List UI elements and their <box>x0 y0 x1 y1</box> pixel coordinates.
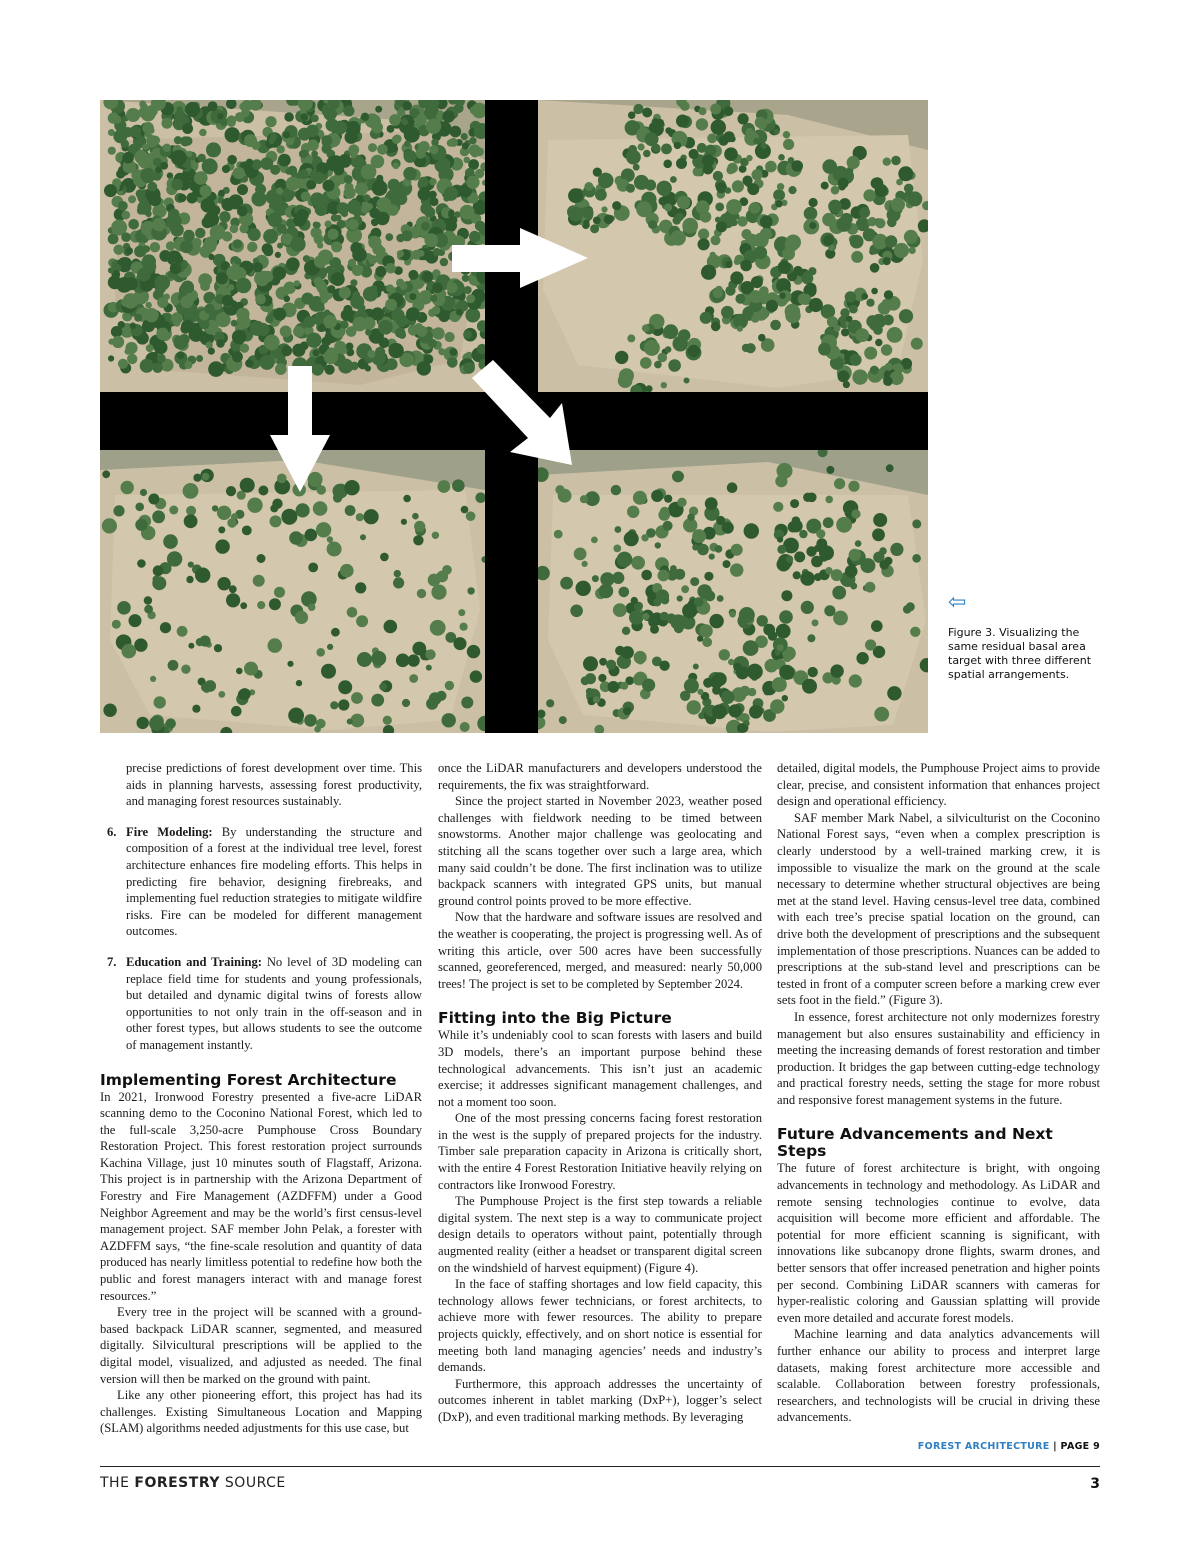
forest-image-mixed <box>538 450 928 733</box>
column-1 <box>100 760 422 1437</box>
section-heading: Future Advancements and Next Steps <box>777 1125 1053 1161</box>
paragraph: In essence, forest architecture not only modernizes forestry management but also ensures sustainability and efficiency in meeting the increasing demands of forest restoration and timber production. It bridges the gap between cutting-edge technology and practical forestry needs, setting the stage for more robust and responsive forest management systems in the future. <box>777 1009 1100 1107</box>
paragraph: The future of forest architecture is bright, with ongoing advancements in technology and methodology. As LiDAR and remote sensing technologies continue to evolve, data acquisition will become more efficient and affordable. The potential for more efficient scanning is significant, with innovations like subcanopy drone flights, swarm drones, and better sensors that offer increased penetration and higher points per second. Combining LiDAR scanners with cameras for hyper-realistic coloring and Gaussian splatting will provide even more detailed and accurate forest models. <box>777 1161 1100 1325</box>
paragraph: Every tree in the project will be scanned with a ground-based backpack LiDAR scanner, segmented, and measured digitally. Silvicultural prescriptions will be applied to the digital model, visualized, and adjusted as needed. The final version will then be marked on the ground with paint. <box>100 1305 422 1386</box>
forest-image-dense <box>100 100 485 392</box>
footer-divider <box>100 1466 1100 1467</box>
brand-bold: FORESTRY <box>134 1475 220 1491</box>
paragraph: In 2021, Ironwood Forestry presented a five-acre LiDAR scanning demo to the Coconino National Forest, which led to the full-scale 3,250-acre Pumphouse Cross Boundary Restoration Project. This forest restoration project surrounds Kachina Village, just 10 minutes south of Flagstaff, Arizona. This project is in partnership with the Arizona Department of Forestry and Fire Management (AZDFFM) under a Good Neighbor Agreement and may be the world’s first census-level management project. SAF member John Pelak, a forester with AZDFFM says, “the fine-scale resolution and quantity of data produced has nearly limitless potential to redefine how both the public and forest managers interact with and manage forest resources.” <box>100 1089 422 1303</box>
figure-caption: Figure 3. Visualizing the same residual basal area target with three different spatial arrangements. <box>948 626 1092 681</box>
paragraph: In the face of staffing shortages and low field capacity, this technology allows fewer technicians, or forest architects, to achieve more with fewer resources. The ability to prepare projects quickly, effectively, and on short notice is essential for meeting both land managing agencies’ needs and industry’s demands. <box>438 1277 762 1375</box>
section-label: FOREST ARCHITECTURE <box>917 1441 1050 1452</box>
brand-prefix: THE <box>100 1475 135 1491</box>
paragraph: While it’s undeniably cool to scan forests with lasers and build 3D models, there’s an important purpose behind these technological advancements. This isn’t just an academic exercise; it addresses significant management challenges, and not a moment too soon. <box>438 1028 762 1109</box>
publication-name <box>100 1475 286 1491</box>
paragraph: Since the project started in November 2023, weather posed challenges with fieldwork needing to be timed between snowstorms. Another major challenge was geolocating and stitching all the scans together over such a large area, which many said couldn’t be done. The first inclination was to utilize backpack scanners with integrated GPS units, but manual ground control points proved to be more effective. <box>438 794 762 908</box>
forest-panel-dense <box>100 100 485 392</box>
paragraph: One of the most pressing concerns facing forest restoration in the west is the supply of prepared projects for the industry. Timber sale preparation capacity in Arizona is critically short, with the entire 4 Forest Restoration Initiative heavily relying on contractors like Ironwood Forestry. <box>438 1111 762 1192</box>
paragraph: Like any other pioneering effort, this project has had its challenges. Existing Simultaneous Location and Mapping (SLAM) algorithms needed adjustments for this use case, but <box>100 1388 422 1436</box>
paragraph: Furthermore, this approach addresses the uncertainty of outcomes inherent in tablet marking (DxP+), logger’s select (DxP), and even traditional marking methods. By leveraging <box>438 1376 762 1424</box>
paragraph: once the LiDAR manufacturers and developers understood the requirements, the fix was straightforward. <box>438 761 762 792</box>
list-item-title: Fire Modeling: <box>126 824 213 839</box>
brand-suffix: SOURCE <box>219 1475 286 1491</box>
paragraph: The Pumphouse Project is the first step towards a reliable digital system. The next step is a way to communicate project design details to operators without paint, potentially through augmented reality (either a headset or transparent digital screen on the windshield of harvest equipment) (Figure 4). <box>438 1194 762 1275</box>
list-continuation: precise predictions of forest development over time. This aids in planning harvests, assessing forest productivity, and managing forest resources sustainably. <box>126 761 422 809</box>
paragraph: Now that the hardware and software issues are resolved and the weather is cooperating, the project is progressing well. As of writing this article, over 500 acres have been successfully scanned, georeferenced, merged, and measured: nearly 50,000 trees! The project is set to be completed by September 2024. <box>438 910 762 991</box>
section-tag <box>918 1441 1100 1452</box>
column-2 <box>438 760 762 1426</box>
forest-panel-mixed <box>538 450 928 733</box>
list-item-title: Education and Training: <box>126 954 262 969</box>
section-heading: Fitting into the Big Picture <box>438 1009 672 1028</box>
figure-3 <box>100 100 928 733</box>
list-item-text: No level of 3D modeling can replace field time for students and young professionals, but detailed and dynamic digital twins of forests allow opportunities to not only train in the off-season and in other forest types, but allows students to see the outcome of management instantly. <box>126 954 423 1052</box>
paragraph: Machine learning and data analytics advancements will further enhance our ability to process and interpret large datasets, making forest architecture more accessible and scalable. Collaboration between forestry professionals, researchers, and technologists will be crucial in driving these advancements. <box>777 1327 1100 1425</box>
list-item-fire-modeling <box>100 824 422 940</box>
forest-image-dispersed <box>100 450 485 733</box>
forest-panel-clumped <box>538 100 928 392</box>
paragraph: detailed, digital models, the Pumphouse Project aims to provide clear, precise, and consistent information that enhances project design and operational efficiency. <box>777 761 1100 809</box>
section-heading: Implementing Forest Architecture <box>100 1070 397 1089</box>
figure-caption-block <box>948 592 1108 682</box>
page-number: 3 <box>1090 1476 1100 1492</box>
paragraph: SAF member Mark Nabel, a silviculturist on the Coconino National Forest says, “even when a complex prescription is clearly understood by a well-trained marking crew, it is impossible to visualize the mark on the ground at the scale necessary to determine whether structural objectives are being met at the stand level. Having census-level tree data, combined with each tree’s precise spatial location on the ground, can drive both the development of prescriptions and the subsequent implementation of those prescriptions. Nuances can be added to prescriptions at the sub-stand level and prescriptions can be tested in front of a computer screen before a marking crew ever sets foot in the field.” (Figure 3). <box>777 810 1100 1008</box>
back-arrow-icon[interactable]: ⇦ <box>948 590 967 615</box>
forest-image-clumped <box>538 100 928 392</box>
list-item-text: By understanding the structure and composition of a forest at the individual tree level, forest architecture enhances fire modeling efforts. This helps in predicting fire behavior, designing firebreaks, and implementing fuel reduction strategies to mitigate wildfire risks. Fire can be modeled for different management outcomes. <box>126 824 423 939</box>
list-item-education <box>100 954 422 1054</box>
list-number: 6. <box>107 824 117 839</box>
list-number: 7. <box>107 954 117 969</box>
column-3 <box>777 760 1100 1426</box>
section-page: | PAGE 9 <box>1049 1441 1100 1452</box>
forest-panel-dispersed <box>100 450 485 733</box>
